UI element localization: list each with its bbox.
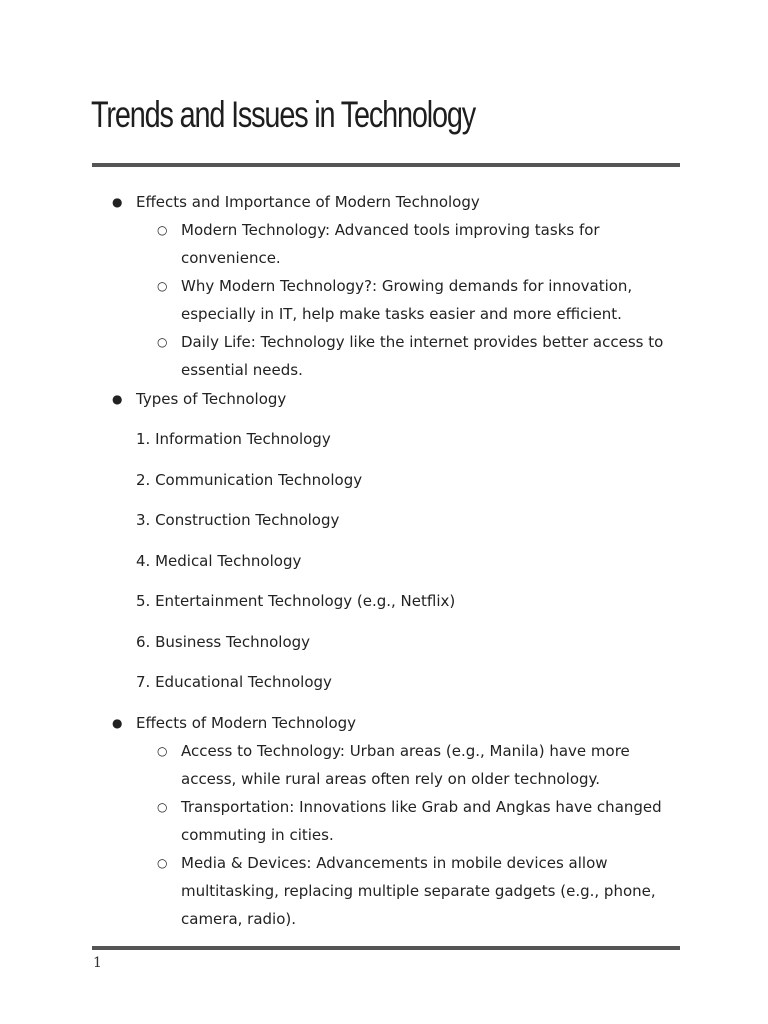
list-item — [0, 272, 681, 328]
list-item-text: Access to Technology: Urban areas (e.g., Manila) have more access, while rural areas often rely on older technology. — [181, 741, 630, 788]
hollow-bullet-icon: ○ — [157, 799, 168, 814]
page-number: 1 — [93, 955, 102, 971]
list-item-text: Why Modern Technology?: Growing demands for innovation, especially in IT, help make tasks easier and more efficient. — [181, 277, 633, 323]
document-body — [0, 188, 768, 933]
hollow-bullet-icon: ○ — [157, 223, 168, 237]
numbered-item: 6. Business Technology — [136, 632, 311, 651]
list-item — [0, 849, 681, 933]
numbered-item: 7. Educational Technology — [136, 673, 332, 691]
list-item — [0, 328, 681, 384]
sub-list — [0, 737, 768, 933]
footer-divider — [92, 946, 680, 950]
section-types — [0, 385, 696, 413]
hollow-bullet-icon: ○ — [157, 855, 168, 870]
list-item-text: Transportation: Innovations like Grab and Angkas have changed commuting in cities. — [181, 797, 662, 844]
bullet-icon: ● — [112, 715, 123, 730]
list-item — [0, 216, 681, 272]
section-effects-importance — [0, 188, 696, 216]
numbered-item: 5. Entertainment Technology (e.g., Netflix) — [136, 592, 456, 610]
hollow-bullet-icon: ○ — [157, 279, 168, 293]
numbered-item: 3. Construction Technology — [136, 511, 340, 529]
list-item-text: Daily Life: Technology like the internet provides better access to essential needs. — [181, 333, 664, 379]
section-heading: Effects and Importance of Modern Technology — [136, 193, 480, 211]
sub-list — [0, 216, 768, 384]
list-item-text: Modern Technology: Advanced tools improving tasks for convenience. — [181, 221, 600, 267]
list-item — [0, 793, 681, 849]
section-heading: Effects of Modern Technology — [136, 713, 357, 732]
hollow-bullet-icon: ○ — [157, 743, 168, 758]
header-divider — [92, 163, 680, 167]
list-item — [0, 737, 681, 793]
bullet-icon: ● — [112, 392, 123, 406]
bullet-icon: ● — [112, 195, 123, 209]
numbered-item: 1. Information Technology — [136, 430, 331, 448]
list-item-text: Media & Devices: Advancements in mobile devices allow multitasking, replacing multiple separate gadgets (e.g., phone, camera, radio). — [181, 853, 656, 928]
page-title: Trends and Issues in Technology — [91, 94, 476, 135]
numbered-item: 2. Communication Technology — [136, 470, 363, 489]
section-heading: Types of Technology — [136, 390, 287, 408]
section-effects — [0, 709, 696, 737]
numbered-item: 4. Medical Technology — [136, 551, 302, 570]
hollow-bullet-icon: ○ — [157, 335, 168, 349]
numbered-list — [0, 425, 768, 709]
